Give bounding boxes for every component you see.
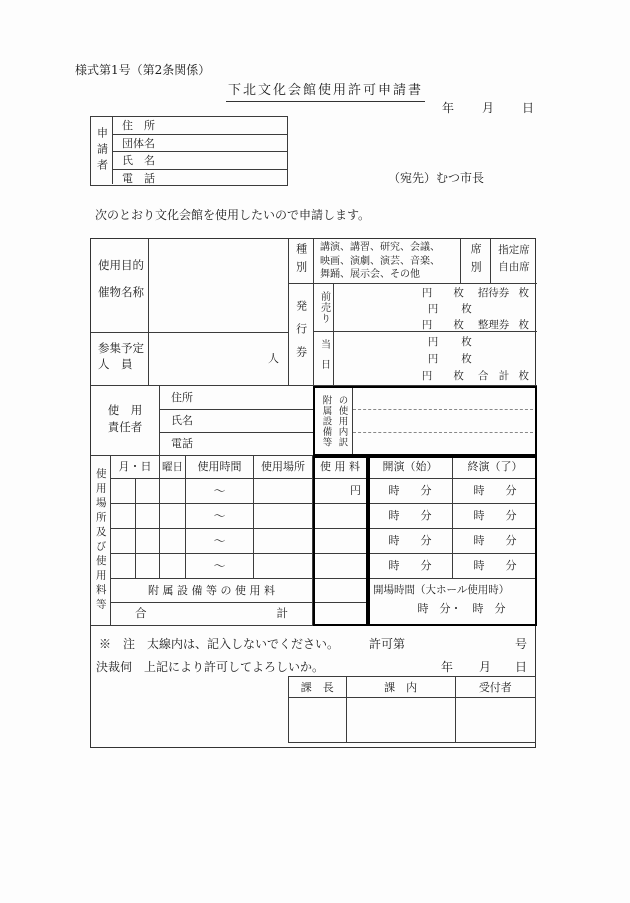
category-side-label: 種別 [289, 239, 314, 284]
row4-place-cell[interactable] [254, 554, 313, 579]
row1-weekday-cell[interactable] [160, 479, 186, 504]
adv-extra-1: 招待券 [477, 286, 510, 299]
footer-day-label: 日 [515, 660, 528, 674]
stamp-cell-section[interactable] [347, 698, 456, 742]
total-left: 合 [135, 606, 147, 621]
row4-month-cell[interactable] [111, 554, 136, 579]
attendees-label-2: 人 員 [98, 356, 133, 371]
day-extra-mai-3: 枚 [518, 370, 530, 383]
responsible-address-label: 住所 [171, 390, 193, 404]
row3-end-hour: 時 [473, 534, 485, 548]
header-use-time: 使用時間 [186, 456, 254, 479]
equipment-breakdown-label [315, 388, 353, 454]
row2-fee-cell [313, 504, 368, 529]
row1-start-hour: 時 [388, 484, 400, 498]
header-start-time: 開演（始） [368, 456, 453, 479]
row3-time-cell[interactable] [186, 529, 254, 554]
row2-weekday-cell[interactable] [160, 504, 186, 529]
day-mai-2: 枚 [461, 353, 472, 366]
seat-side-label: 席別 [461, 239, 491, 284]
row2-place-cell[interactable] [254, 504, 313, 529]
category-line-1: 講演、講習、研究、会議、 [320, 242, 440, 253]
date-month-label: 月 [481, 101, 494, 115]
tickets-side-label: 発行券 [289, 284, 314, 386]
row1-start-min: 分 [420, 484, 432, 498]
row1-time-cell[interactable] [186, 479, 254, 504]
row3-start-cell [368, 529, 453, 554]
attendees-label-cell [91, 333, 149, 386]
day-yen-3: 円 [421, 370, 433, 383]
date-line [442, 99, 534, 116]
row1-month-cell[interactable] [111, 479, 136, 504]
adv-mai-1: 枚 [453, 286, 464, 299]
row2-end-min: 分 [505, 509, 517, 523]
row3-end-min: 分 [505, 534, 517, 548]
usage-side-label: 使用場所及び使用料等 [91, 456, 111, 626]
row4-tilde: ～ [213, 558, 226, 573]
advance-sale-label: 前売り [314, 284, 334, 332]
main-form-table [90, 238, 536, 748]
date-year-label: 年 [442, 101, 455, 115]
opening-time-cell [368, 579, 537, 626]
equipment-dashed-row-1 [353, 388, 533, 410]
addressee: （宛先）むつ市長 [388, 171, 485, 185]
row1-end-min: 分 [505, 484, 517, 498]
row3-start-min: 分 [420, 534, 432, 548]
applicant-org-row[interactable] [113, 135, 287, 153]
page-title: 下北文化会館使用許可申請書 [226, 79, 425, 102]
approval-request-text: 決裁伺 上記により許可してよろしいか。 [96, 660, 325, 674]
row2-start-cell [368, 504, 453, 529]
applicant-name-row[interactable] [113, 152, 287, 170]
permit-number-unit: 号 [515, 637, 528, 651]
applicant-side-label: 申請者 [91, 117, 113, 184]
stamp-header-receptionist: 受付者 [456, 677, 535, 698]
equipment-label-col2: の使用内訳 [336, 394, 348, 448]
form-number: 様式第1号（第2条関係） [75, 63, 211, 77]
row1-tilde: ～ [213, 483, 226, 498]
row1-yen: 円 [350, 484, 361, 498]
row4-start-min: 分 [420, 559, 432, 573]
row4-time-cell[interactable] [186, 554, 254, 579]
row3-tilde: ～ [213, 533, 226, 548]
row2-time-cell[interactable] [186, 504, 254, 529]
row2-start-min: 分 [420, 509, 432, 523]
approval-stamp-table [288, 676, 536, 743]
row2-end-hour: 時 [473, 509, 485, 523]
applicant-phone-label: 電 話 [122, 172, 155, 186]
applicant-name-label: 氏 名 [122, 154, 155, 168]
attendees-label-1: 参集予定 [98, 341, 144, 355]
row2-start-hour: 時 [388, 509, 400, 523]
responsible-label-2: 責任者 [107, 419, 143, 434]
row4-end-cell [453, 554, 537, 579]
stamp-header-section: 課 内 [347, 677, 456, 698]
adv-yen-2: 円 [427, 302, 439, 315]
row4-day-cell[interactable] [136, 554, 160, 579]
adv-extra-3: 整理券 [477, 318, 510, 331]
note-text: ※ 注 太線内は、記入しないでください。 [99, 637, 340, 651]
adv-yen-3: 円 [421, 318, 433, 331]
adv-extra-mai-3: 枚 [518, 318, 530, 331]
intro-sentence: 次のとおり文化会館を使用したいので申請します。 [95, 208, 371, 222]
row2-tilde: ～ [213, 508, 226, 523]
purpose-label-cell [91, 239, 149, 333]
permit-number-label: 許可第 [369, 637, 406, 651]
responsible-name-row[interactable] [160, 410, 313, 433]
advance-sale-cell[interactable] [334, 284, 537, 332]
header-use-place: 使用場所 [254, 456, 313, 479]
footer-year-label: 年 [441, 660, 454, 674]
row2-month-cell[interactable] [111, 504, 136, 529]
day-mai-3: 枚 [453, 370, 464, 383]
seat-option-reserved: 指定席 [498, 244, 530, 256]
responsible-phone-row[interactable] [160, 433, 313, 456]
row3-fee-cell [313, 529, 368, 554]
row4-start-hour: 時 [388, 559, 400, 573]
day-yen-1: 円 [427, 336, 439, 349]
row4-weekday-cell[interactable] [160, 554, 186, 579]
adv-extra-mai-1: 枚 [518, 286, 530, 299]
stamp-cell-receptionist[interactable] [456, 698, 535, 742]
sameday-label: 当日 [314, 332, 334, 386]
row2-day-cell[interactable] [136, 504, 160, 529]
responsible-label-1: 使 用 [107, 403, 143, 417]
row3-start-hour: 時 [388, 534, 400, 548]
row3-day-cell[interactable] [136, 529, 160, 554]
row1-fee-cell [313, 479, 368, 504]
stamp-cell-section-chief[interactable] [289, 698, 347, 742]
header-use-fee: 使 用 料 [313, 456, 368, 479]
total-label-cell [111, 603, 313, 626]
opening-time-label: 開場時間（大ホール使用時） [373, 584, 510, 596]
row3-weekday-cell[interactable] [160, 529, 186, 554]
equipment-fee-value-cell [313, 579, 368, 603]
row4-end-hour: 時 [473, 559, 485, 573]
row2-end-cell [453, 504, 537, 529]
applicant-address-row[interactable] [113, 117, 287, 135]
adv-mai-2: 枚 [461, 302, 472, 315]
equipment-breakdown-box [313, 386, 537, 456]
row4-start-cell [368, 554, 453, 579]
total-value-cell [313, 603, 368, 626]
applicant-phone-row[interactable] [113, 170, 287, 188]
row1-day-cell[interactable] [136, 479, 160, 504]
row1-end-hour: 時 [473, 484, 485, 498]
row1-place-cell[interactable] [254, 479, 313, 504]
row4-end-min: 分 [505, 559, 517, 573]
row3-end-cell [453, 529, 537, 554]
seat-options-cell [491, 239, 537, 284]
responsible-name-label: 氏名 [171, 414, 193, 428]
category-options-cell [314, 239, 461, 284]
header-weekday: 曜日 [160, 456, 186, 479]
row1-start-cell [368, 479, 453, 504]
day-extra-3: 合 計 [477, 370, 510, 383]
row1-end-cell [453, 479, 537, 504]
opening-time-value: 時 分・ 時 分 [417, 601, 506, 615]
adv-mai-3: 枚 [453, 318, 464, 331]
responsible-address-row[interactable] [160, 386, 313, 410]
attendees-input-cell[interactable] [149, 333, 289, 386]
category-line-2: 映画、演劇、演芸、音楽、 [320, 255, 440, 267]
attendees-unit: 人 [268, 352, 279, 366]
header-month-day: 月・日 [111, 456, 160, 479]
applicant-org-label: 団体名 [122, 136, 155, 150]
footer-month-label: 月 [479, 660, 492, 674]
day-yen-2: 円 [427, 353, 439, 366]
date-day-label: 日 [521, 101, 534, 115]
row3-month-cell[interactable] [111, 529, 136, 554]
equipment-label-col1: 附属設備等 [320, 394, 332, 448]
responsible-phone-label: 電話 [171, 437, 193, 451]
seat-option-free: 自由席 [498, 260, 530, 273]
row3-place-cell[interactable] [254, 529, 313, 554]
adv-yen-1: 円 [421, 286, 433, 299]
purpose-input-cell[interactable] [149, 239, 289, 333]
sameday-cell[interactable] [334, 332, 537, 386]
row4-fee-cell [313, 554, 368, 579]
applicant-address-label: 住 所 [122, 119, 155, 133]
applicant-table [90, 116, 288, 186]
equipment-dashed-row-2 [353, 410, 533, 433]
responsible-label-cell [91, 386, 160, 456]
purpose-label-2: 催物名称 [98, 284, 144, 299]
header-end-time: 終演（了） [453, 456, 537, 479]
day-mai-1: 枚 [461, 336, 472, 349]
category-line-3: 舞踊、展示会、その他 [320, 269, 420, 280]
stamp-header-section-chief: 課 長 [289, 677, 347, 698]
total-right: 計 [276, 606, 288, 621]
equipment-fee-label-cell: 附 属 設 備 等 の 使 用 料 [111, 579, 313, 603]
purpose-label-1: 使用目的 [98, 258, 144, 272]
